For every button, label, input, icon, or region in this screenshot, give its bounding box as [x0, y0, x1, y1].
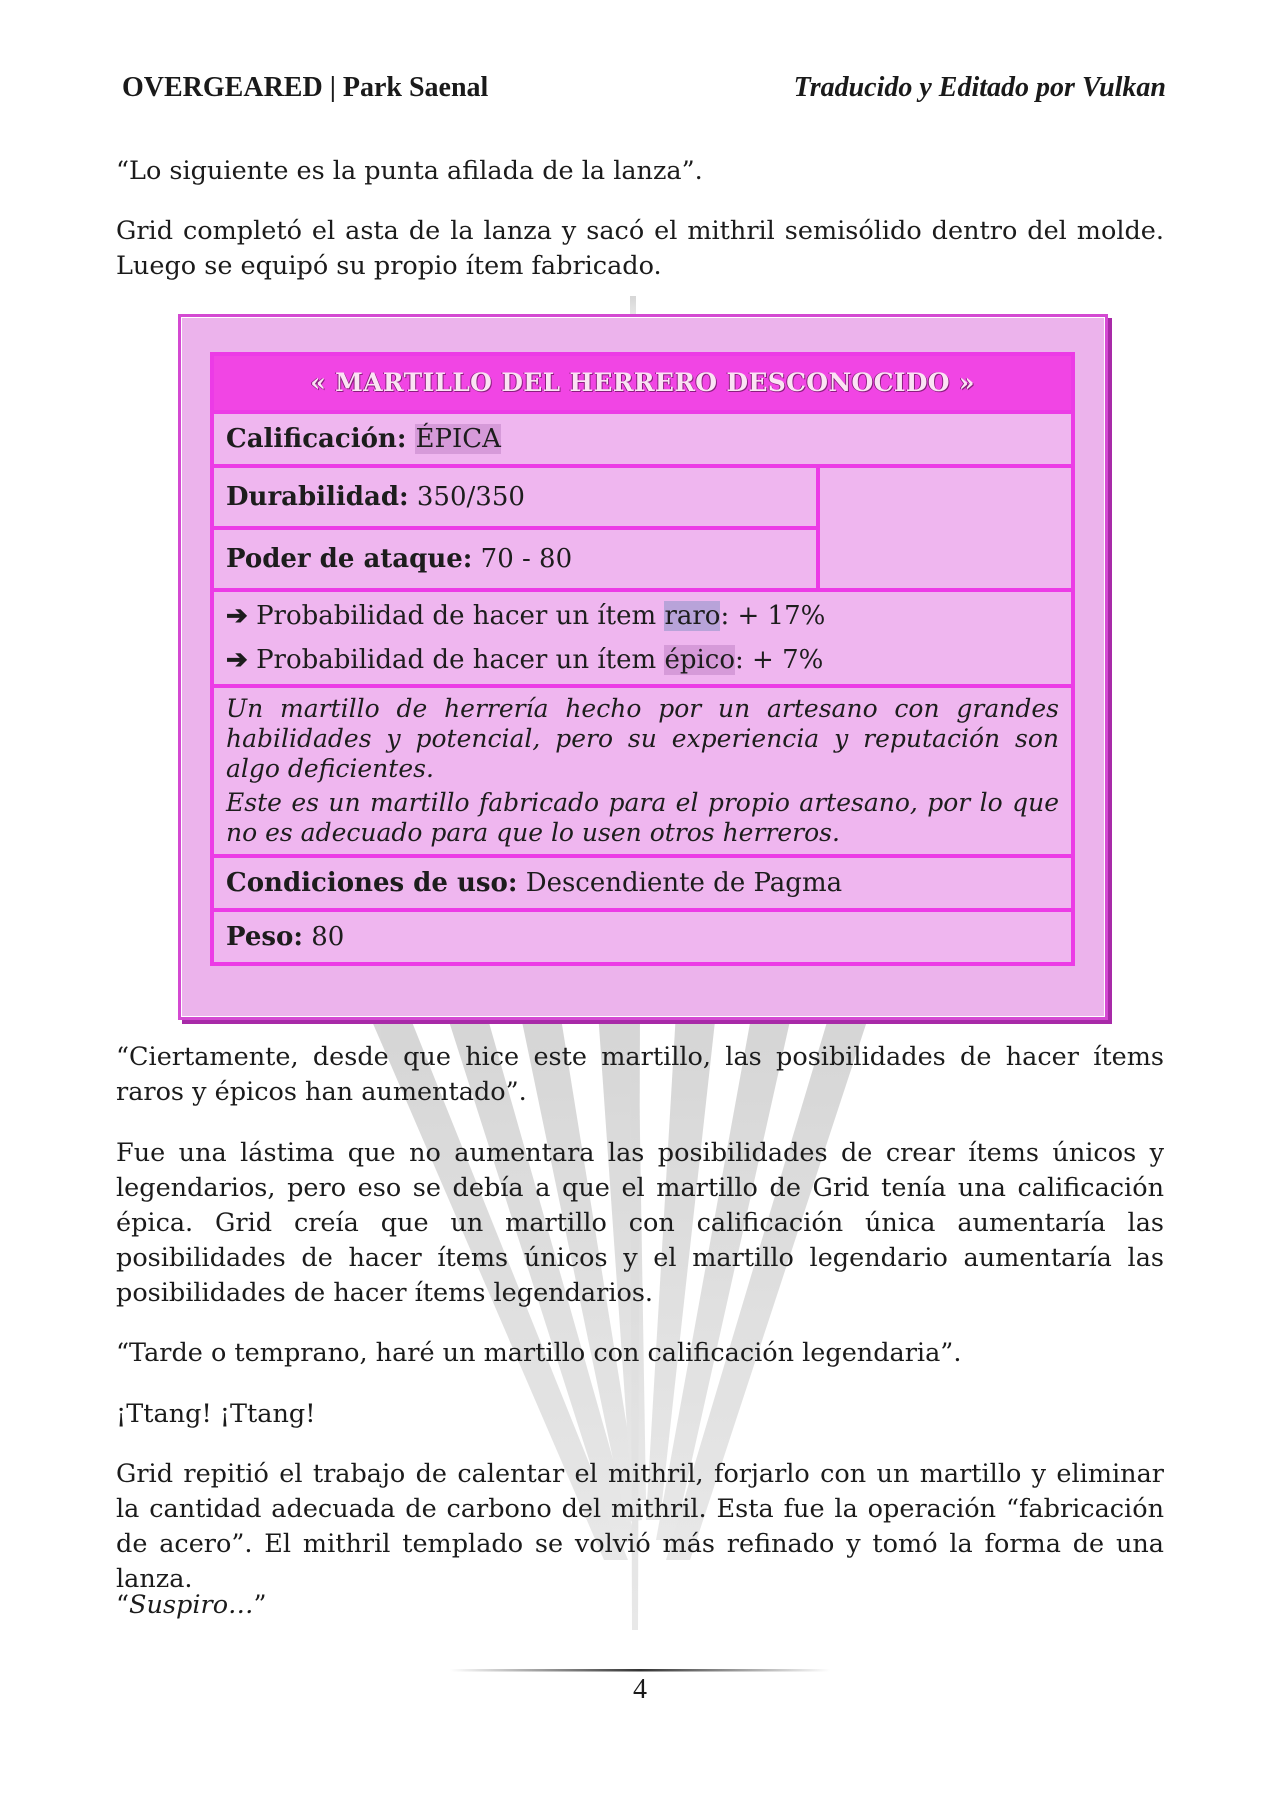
item-description-1: Un martillo de herrería hecho por un artesano con grandes habilidades y potencial, pero su experiencia y reputación son algo deficientes.: [226, 694, 1059, 783]
footer-divider: [450, 1669, 830, 1673]
attack-label: Poder de ataque: [226, 544, 463, 574]
right-arrow-icon: ➔: [226, 601, 248, 631]
item-rating-row: Calificación : ÉPICA: [214, 410, 1071, 464]
right-arrow-icon: ➔: [226, 645, 248, 675]
item-description-2: Este es un martillo fabricado para el propio artesano, por lo que no es adecuado para que lo usen otros herreros.: [226, 788, 1059, 847]
effect-epic: ➔ Probabilidad de hacer un ítem épico: + 7%: [226, 645, 824, 675]
effect-rare-keyword: raro: [664, 601, 721, 631]
effect-epic-keyword: épico: [664, 645, 735, 675]
paragraph-2: Grid completó el asta de la lanza y sacó el mithril semisólido dentro del molde. Luego se equipó su propio ítem fabricado.: [116, 216, 1164, 281]
item-attack-row: Poder de ataque : 70 - 80: [214, 526, 816, 588]
paragraph-7: Grid repitió el trabajo de calentar el mithril, forjarlo con un martillo y eliminar la cantidad adecuada de carbono del mithril. Esta fue la operación “fabricación de acero”. El mithril templado se volvió más refinado y tomó la forma de una lanza.: [116, 1459, 1164, 1594]
paragraph-6-sound: ¡Ttang! ¡Ttang!: [116, 1399, 316, 1429]
effect-rare-value: : + 17%: [720, 601, 826, 631]
paragraph-3: “Ciertamente, desde que hice este martillo, las posibilidades de hacer ítems raros y épicos han aumentado”.: [116, 1042, 1164, 1107]
paragraph-4: Fue una lástima que no aumentara las posibilidades de crear ítems únicos y legendarios, pero eso se debía a que el martillo de Grid tenía una calificación épica. Grid creía que un martillo con calificación única aumentaría las posibilidades de hacer ítems únicos y el martillo legendario aumentaría las posibilidades de hacer ítems legendarios.: [116, 1138, 1164, 1308]
rating-value: ÉPICA: [415, 424, 501, 454]
item-durability-row: Durabilidad : 350/350: [226, 482, 525, 512]
paragraph-8: “Suspiro…”: [116, 1590, 267, 1620]
durability-label: Durabilidad: [226, 482, 400, 512]
rating-label: Calificación: [226, 424, 397, 454]
item-title: « MARTILLO DEL HERRERO DESCONOCIDO »: [214, 356, 1071, 410]
item-conditions-row: Condiciones de uso : Descendiente de Pagma: [214, 854, 1071, 908]
weight-label: Peso: [226, 922, 294, 952]
header-book-title: OVERGEARED | Park Saenal: [122, 72, 489, 103]
item-description: [214, 684, 1071, 854]
item-weight-row: Peso : 80: [214, 908, 1071, 962]
effect-rare: ➔ Probabilidad de hacer un ítem raro: + 17%: [226, 601, 826, 631]
conditions-label: Condiciones de uso: [226, 868, 508, 898]
attack-value: 70 - 80: [480, 544, 573, 574]
paragraph-1: “Lo siguiente es la punta afilada de la lanza”.: [116, 156, 703, 186]
item-card: [210, 352, 1075, 966]
item-effects-row: [214, 588, 1071, 684]
paragraph-5: “Tarde o temprano, haré un martillo con calificación legendaria”.: [116, 1338, 962, 1368]
weight-value: 80: [311, 922, 345, 952]
item-image-cell: [820, 468, 1071, 588]
header-translator-credit: Traducido y Editado por Vulkan: [793, 72, 1166, 103]
page-number: 4: [633, 1674, 647, 1705]
item-stats-split: [214, 464, 1071, 588]
conditions-value: Descendiente de Pagma: [525, 868, 843, 898]
effect-epic-value: : + 7%: [735, 645, 824, 675]
durability-value: 350/350: [416, 482, 525, 512]
